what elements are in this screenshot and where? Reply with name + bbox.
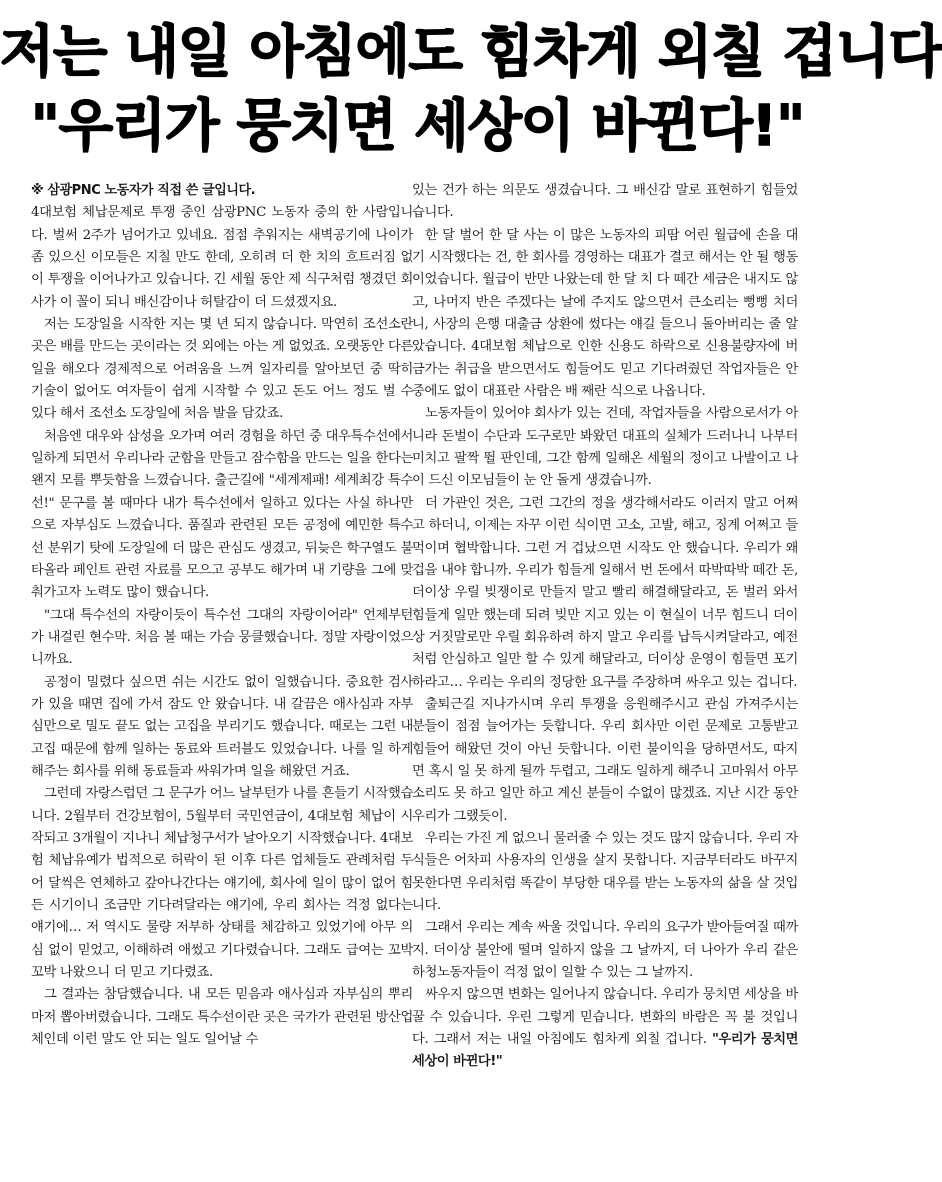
article-column-left (31, 180, 413, 1178)
paragraph: 한 달 벌어 한 달 사는 이 많은 노동자의 피땀 어린 월급에 손을 대기 시작했다는 건, 한 회사를 경영하는 대표가 결코 해서는 안 될 행동이었습니다. 월급이 반만 나왔는데 한 달 치 다 떼간 세금은 내지도 않고, 나머지 반은 주겠다는 날에 주지도 않으면서 큰소리는 뻥뻥 치더니, 사장의 은행 대출금 상환에 썼다는 얘길 들으니 돌아버리는 줄 알았습니다. 4대보험 체납으로 인한 신용도 하락으로 신용불량자에 버금가는 취급을 받으면서도 힘들어도 믿고 기다려줬던 작업자들은 안중에도 없이 대표란 사람은 배 째란 식으로 나옵니다. (412, 227, 798, 400)
paragraph: "그대 특수선의 자랑이듯이 특수선 그대의 자랑이어라" 언제부턴가 내걸린 현수막. 처음 볼 때는 가슴 뭉클했습니다. 정말 자랑이었으니까요. (31, 607, 413, 668)
paragraph: 우리는 가진 게 없으니 물러줄 수 있는 것도 많지 않습니다. 우리 자식들은 어차피 사용자의 인생을 살지 못합니다. 지금부터라도 바꾸지 못한다면 우리처럼 똑같이 부당한 대우를 받는 노동자의 삶을 살 것입니다. (412, 830, 798, 913)
paragraph: 4대보험 체납문제로 투쟁 중인 삼광PNC 노동자 중의 한 사람입니다. 벌써 2주가 넘어가고 있네요. 점점 추워지는 새벽공기에 나이가 좀 있으신 이모들은 지칠 만도 한데, 오히려 더 한 치의 흐트러짐 없이 투쟁을 이어나가고 있습니다. 긴 세월 동안 제 식구처럼 챙겼던 회사가 이 꼴이 되니 배신감이나 허탈감이 더 드셨겠지요. (31, 205, 413, 310)
paragraph: 노동자들이 있어야 회사가 있는 건데, 작업자들을 사람으로서가 아니라 돈벌이 수단과 도구로만 봐왔던 대표의 실체가 드러나니 나부터 미치고 팔짝 뛸 판인데, 그간 함께 일해온 세월의 정이고 나발이고 나이 드신 이모님들이 눈 안 돌게 생겼습니까. (412, 406, 798, 489)
paragraph: 그 결과는 참담했습니다. 내 모든 믿음과 애사심과 자부심의 뿌리마저 뽑아버렸습니다. 그래도 특수선이란 곳은 국가가 관련된 방산업체인데 이런 말도 안 되는 일도 일어날 수 (31, 987, 413, 1048)
paragraph: 그래서 우리는 계속 싸울 것입니다. 우리의 요구가 받아들여질 때까지. 더이상 불안에 떨며 일하지 않을 그 날까지, 더 나아가 우리 같은 하청노동자들이 걱정 없이 일할 수 있는 그 날까지. (412, 920, 798, 981)
headline-line-2: "우리가 뭉치면 세상이 바뀐다!" (30, 94, 805, 159)
paragraph: 저는 도장일을 시작한 지는 몇 년 되지 않습니다. 막연히 조선소란 곳은 배를 만드는 곳이라는 것 외에는 아는 게 없었죠. 오랫동안 다른 일을 해오다 경제적으로 어려움을 느껴 일자리를 알아보던 중 딱히 기술이 없어도 여자들이 쉽게 시작할 수 있고 돈도 어느 정도 벌 수 있다 해서 조선소 도장일에 처음 발을 담갔죠. (31, 317, 413, 422)
final-paragraph (412, 984, 798, 1073)
paragraph: 있는 건가 하는 의문도 생겼습니다. 그 배신감 말로 표현하기 힘들었습니다. (412, 183, 798, 221)
closing-slogan: "우리가 뭉치면 세상이 바뀐다!" (412, 1032, 798, 1070)
paragraph: 처음엔 대우와 삼성을 오가며 여러 경험을 하던 중 대우특수선에서 일하게 되면서 우리나라 군함을 만들고 잠수함을 만드는 일을 한다는 왠지 모를 뿌듯함을 느꼈습니다. 출근길에 "세계제패! 세계최강 특수선!" 문구를 볼 때마다 내가 특수선에서 일하고 있다는 사실 하나만으로 자부심도 느꼈습니다. 품질과 관련된 모든 공정에 예민한 특수선 분위기 탓에 도장일에 더 많은 관심도 생겼고, 뒤늦은 학구열도 불타올라 페인트 관련 자료를 모으고 공부도 해가며 내 기량을 그에 맞춰가고자 노력도 많이 했습니다. (31, 428, 413, 601)
headline-line-1: 저는 내일 아침에도 힘차게 외칠 겁니다 (0, 20, 942, 85)
article-column-right (412, 180, 798, 1178)
paragraph: 공정이 밀렸다 싶으면 쉬는 시간도 없이 일했습니다. 중요한 검사가 있을 때면 집에 가서 잠도 안 왔습니다. 내 갈끔은 애사심과 자부심만으로 밀도 끝도 없는 고집을 부리기도 했습니다. 때로는 그런 내 고집 때문에 함께 일하는 동료와 트러블도 있었습니다. 나를 일 하게 해주는 회사를 위해 동료들과 싸워가며 일을 해왔던 거죠. (31, 674, 413, 779)
paragraph: 더 가관인 것은, 그런 그간의 정을 생각해서라도 이러지 말고 어쩌고 하더니, 이제는 자꾸 이런 식이면 고소, 고발, 해고, 징계 어쩌고 들먹이며 협박합니다. 그런 거 겁났으면 시작도 안 했습니다. 우리가 왜 겁을 내야 합니까. 우리가 힘들게 일해서 번 돈에서 따박따박 떼간 돈, 더이상 우릴 빚쟁이로 만들지 말고 빨리 해결해달라고, 돈 벌러 와서 힘들게 일만 했는데 되려 빚만 지고 있는 이 현실이 너무 힘드니 더이상 거짓말로만 우릴 회유하려 하지 말고 우리를 납득시켜달라고, 예전처럼 안심하고 일만 할 수 있게 해달라고, 더이상 운영이 힘들면 포기하라고… 우리는 우리의 정당한 요구를 주장하며 싸우고 있는 겁니다. (412, 495, 798, 690)
paragraph: 그런데 자랑스럽던 그 문구가 어느 날부턴가 나를 흔들기 시작했습니다. 2월부터 건강보험이, 5월부터 국민연금이, 4대보험 체납이 시작되고 3개월이 지나니 체납청구서가 날아오기 시작했습니다. 4대보험 체납유예가 법적으로 허락이 된 이후 다른 업체들도 관례처럼 두어 달씩은 연체하고 갚아나간다는 얘기에, 회사에 일이 많이 없어 힘든 시기이니 조금만 기다려달라는 얘기에, 우리 회사는 걱정 없다는 얘기에… 저 역시도 물량 저부하 상태를 체감하고 있었기에 아무 의심 없이 믿었고, 이해하려 애썼고 기다렸습니다. 그래도 급여는 꼬박꼬박 나왔으니 더 믿고 기다렸죠. (31, 786, 413, 981)
paragraph-text: 싸우지 않으면 변화는 일어나지 않습니다. 우리가 뭉치면 세상을 바꿀 수 있습니다. 우린 그렇게 믿습니다. 변화의 바람은 꼭 불 것입니다. 그래서 저는 내일 아침에도 힘차게 외칠 겁니다. (412, 987, 798, 1048)
paragraph: 출퇴근길 지나가시며 우리 투쟁을 응원해주시고 관심 가져주시는 분들이 점점 늘어가는 듯합니다. 우리 회사만 이런 문제로 고통받고 힘들어 해왔던 것이 아닌 듯합니다. 이런 불이익을 당하면서도, 따지면 혹시 일 못 하게 될까 두렵고, 그래도 일하게 해주니 고마워서 아무 소리도 못 하고 일만 하고 계신 분들이 수없이 많겠죠. 지난 시간 동안 우리가 그랬듯이. (412, 696, 798, 824)
byline: ※ 삼광PNC 노동자가 직접 쓴 글입니다. (31, 183, 256, 198)
